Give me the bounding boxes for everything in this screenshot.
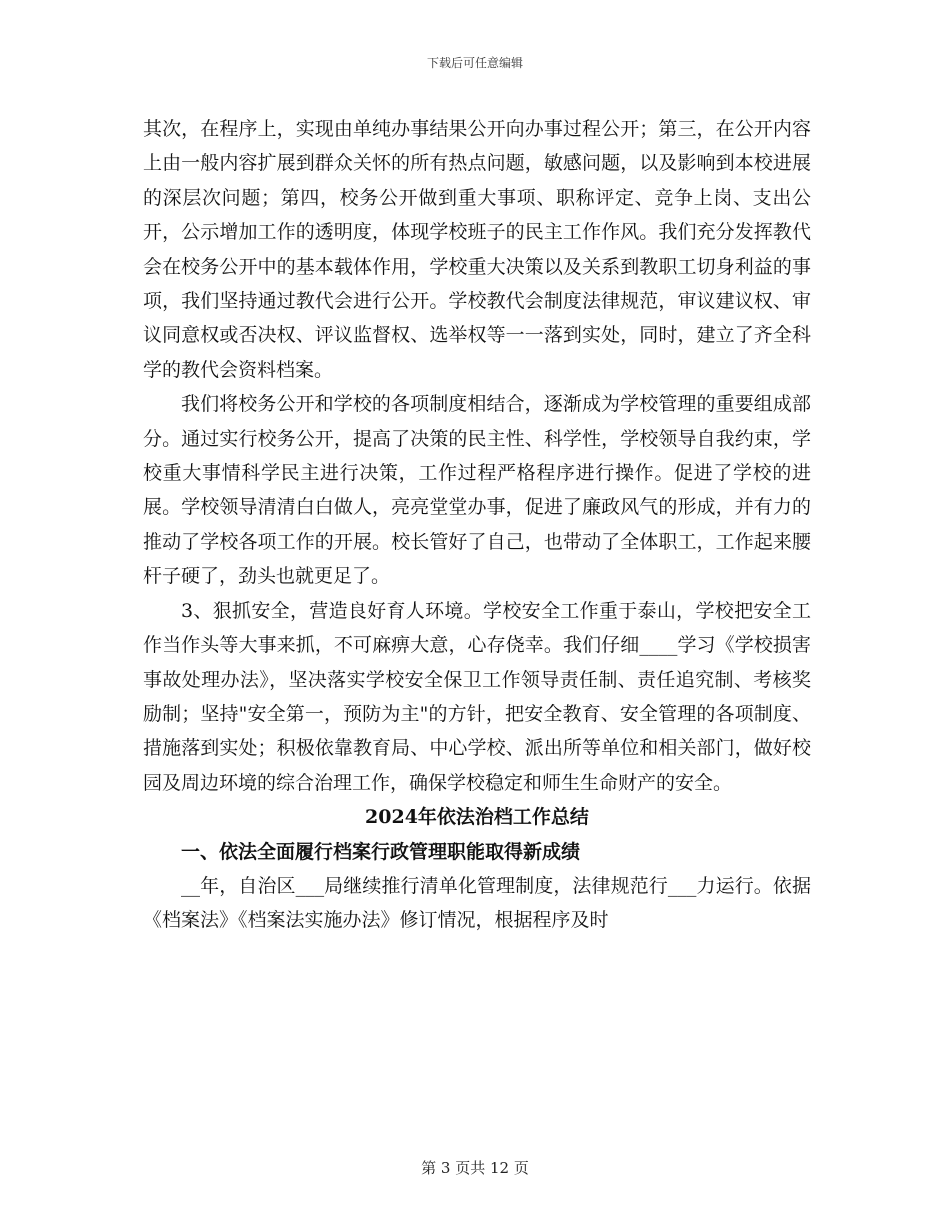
page-header: 下载后可任意编辑 [426,56,523,70]
paragraph-1: 其次，在程序上，实现由单纯办事结果公开向办事过程公开；第三，在公开内容上由一般内容扩展到群众关怀的所有热点问题，敏感问题，以及影响到本校进展的深层次问题；第四，校务公开做到重大事项、职称评定、竞争上岗、支出公开，公示增加工作的透明度，体现学校班子的民主工作作风。我们充分发挥教代会在校务公开中的基本载体作用，学校重大决策以及关系到教职工切身利益的事项，我们坚持通过教代会进行公开。学校教代会制度法律规范，审议建议权、审议同意权或否决权、评议监督权、选举权等一一落到实处，同时，建立了齐全科学的教代会资料档案。 [143,118,811,381]
section-heading: 一、依法全面履行档案行政管理职能取得新成绩 [181,840,581,863]
paragraph-2: 我们将校务公开和学校的各项制度相结合，逐渐成为学校管理的重要组成部分。通过实行校务公开，提高了决策的民主性、科学性，学校领导自我约束，学校重大事情科学民主进行决策，工作过程严格程序进行操作。促进了学校的进展。学校领导清清白白做人，亮亮堂堂办事，促进了廉政风气的形成，并有力的推动了学校各项工作的开展。校长管好了自己，也带动了全体职工，工作起来腰杆子硬了，劲头也就更足了。 [143,393,811,588]
page-footer: 第 3 页共 12 页 [421,1159,529,1177]
paragraph-3: 3、狠抓安全，营造良好育人环境。学校安全工作重于泰山，学校把安全工作当作头等大事来抓，不可麻痹大意，心存侥幸。我们仔细____学习《学校损害事故处理办法》，坚决落实学校安全保卫工作领导责任制、责任追究制、考核奖励制；坚持"安全第一，预防为主"的方针，把安全教育、安全管理的各项制度、措施落到实处；积极依靠教育局、中心学校、派出所等单位和相关部门，做好校园及周边环境的综合治理工作，确保学校稳定和师生生命财产的安全。 [143,599,811,794]
document-body [143,112,811,938]
paragraph-4: __年，自治区___局继续推行清单化管理制度，法律规范行___力运行。依据《档案法》《档案法实施办法》修订情况，根据程序及时 [143,874,811,932]
document-title: 2024年依法治档工作总结 [365,806,589,829]
